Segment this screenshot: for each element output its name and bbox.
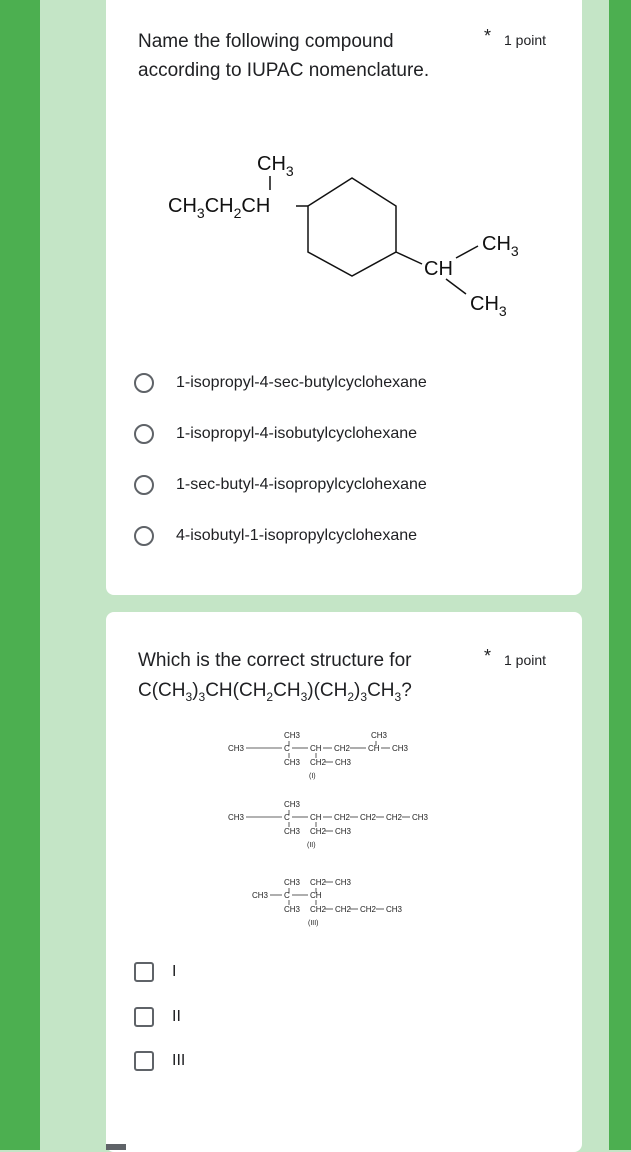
svg-text:CH3: CH3: [386, 905, 403, 914]
points-label: 1 point: [504, 32, 547, 48]
svg-text:CH2: CH2: [360, 813, 377, 822]
svg-text:(I): (I): [309, 773, 316, 780]
svg-text:CH3: CH3: [228, 744, 245, 753]
option-1[interactable]: [134, 370, 427, 396]
structure-3: [252, 878, 403, 927]
question-formula: $C(CH_3)_3CH(CH_2CH_3)(CH_2)_3CH_3$?: [138, 680, 412, 704]
svg-text:CH3: $CH_3$: [470, 293, 507, 319]
option-4[interactable]: [134, 523, 417, 549]
svg-text:(II): (II): [307, 842, 316, 849]
svg-text:CH3: CH3: [335, 878, 352, 887]
svg-text:CH3: $CH_3$: [482, 233, 519, 259]
svg-text:CH3: CH3: [284, 905, 301, 914]
right-border: [609, 0, 631, 1150]
checkbox-option-2[interactable]: [134, 1004, 181, 1030]
radio-button[interactable]: [134, 424, 154, 444]
option-label: 1-isopropyl-4-isobutylcyclohexane: [176, 425, 418, 442]
question-title-line2: according to IUPAC nomenclature.: [138, 60, 430, 81]
svg-text:CH3: CH3: [335, 758, 352, 767]
svg-text:(III): (III): [308, 920, 319, 927]
option-label: II: [172, 1008, 181, 1025]
option-label: 1-isopropyl-4-sec-butylcyclohexane: [176, 374, 427, 391]
svg-text:C: C: [284, 744, 290, 753]
svg-text:CH3: $CH_3$: [257, 153, 294, 179]
svg-text:CH2: CH2: [360, 905, 377, 914]
required-asterisk: *: [484, 646, 492, 666]
svg-text:CH: CH: [368, 744, 380, 753]
option-label: 1-sec-butyl-4-isopropylcyclohexane: [176, 476, 427, 493]
points-label: 1 point: [504, 652, 547, 668]
option-label: 4-isobutyl-1-isopropylcyclohexane: [176, 527, 418, 544]
svg-text:CH2: CH2: [335, 905, 352, 914]
option-3[interactable]: [134, 472, 427, 498]
radio-button[interactable]: [134, 475, 154, 495]
question-title-line1: Which is the correct structure for: [138, 650, 412, 671]
bottom-edge-shadow: [106, 1144, 126, 1150]
svg-text:C: C: [284, 891, 290, 900]
svg-text:CH3: CH3: [284, 758, 301, 767]
svg-text:CH2: CH2: [386, 813, 403, 822]
option-label: III: [172, 1052, 186, 1069]
svg-text:CH: CH: [310, 813, 322, 822]
svg-text:CH2: CH2: [310, 905, 327, 914]
structure-2: [228, 800, 429, 849]
svg-text:C: C: [284, 813, 290, 822]
required-asterisk: *: [484, 26, 492, 46]
svg-text:CH2: CH2: [334, 744, 351, 753]
left-border: [0, 0, 40, 1150]
radio-button[interactable]: [134, 526, 154, 546]
svg-text:CH3: CH3: [284, 827, 301, 836]
question-card-1: [106, 0, 582, 595]
svg-text:CH: CH: [310, 891, 322, 900]
svg-text:CH3: CH3: [335, 827, 352, 836]
isopropyl-ch-label: CH: [424, 258, 453, 280]
svg-text:CH3: CH3: [284, 731, 301, 740]
svg-text:CH3: CH3: [371, 731, 388, 740]
option-label: I: [172, 963, 177, 980]
svg-text:CH3: CH3: [284, 878, 301, 887]
checkbox-option-3[interactable]: [134, 1048, 185, 1074]
checkbox-option-1[interactable]: [134, 959, 176, 985]
question-card-2: [106, 612, 582, 1152]
structure-1: [228, 731, 409, 780]
svg-text:CH: CH: [310, 744, 322, 753]
svg-text:CH2: CH2: [310, 758, 327, 767]
question-title-line1: Name the following compound: [138, 31, 394, 52]
methyl-label: CH: [257, 153, 286, 175]
checkbox[interactable]: [134, 962, 154, 982]
radio-button[interactable]: [134, 373, 154, 393]
option-2[interactable]: [134, 421, 417, 447]
svg-text:CH2: CH2: [334, 813, 351, 822]
svg-text:CH3: CH3: [284, 800, 301, 809]
svg-text:CH3: CH3: [252, 891, 269, 900]
svg-text:CH2: CH2: [310, 827, 327, 836]
svg-text:CH2: CH2: [310, 878, 327, 887]
structure-options-image: [216, 730, 466, 980]
svg-text:CH3: CH3: [228, 813, 245, 822]
svg-text:CH3: CH3: [392, 744, 409, 753]
checkbox[interactable]: [134, 1051, 154, 1071]
svg-text:CH3: CH3: [412, 813, 429, 822]
svg-text:CH3CH2CH: $CH_3CH_2CH$: [168, 195, 271, 221]
cyclohexane-structure-image: [156, 142, 536, 327]
checkbox[interactable]: [134, 1007, 154, 1027]
